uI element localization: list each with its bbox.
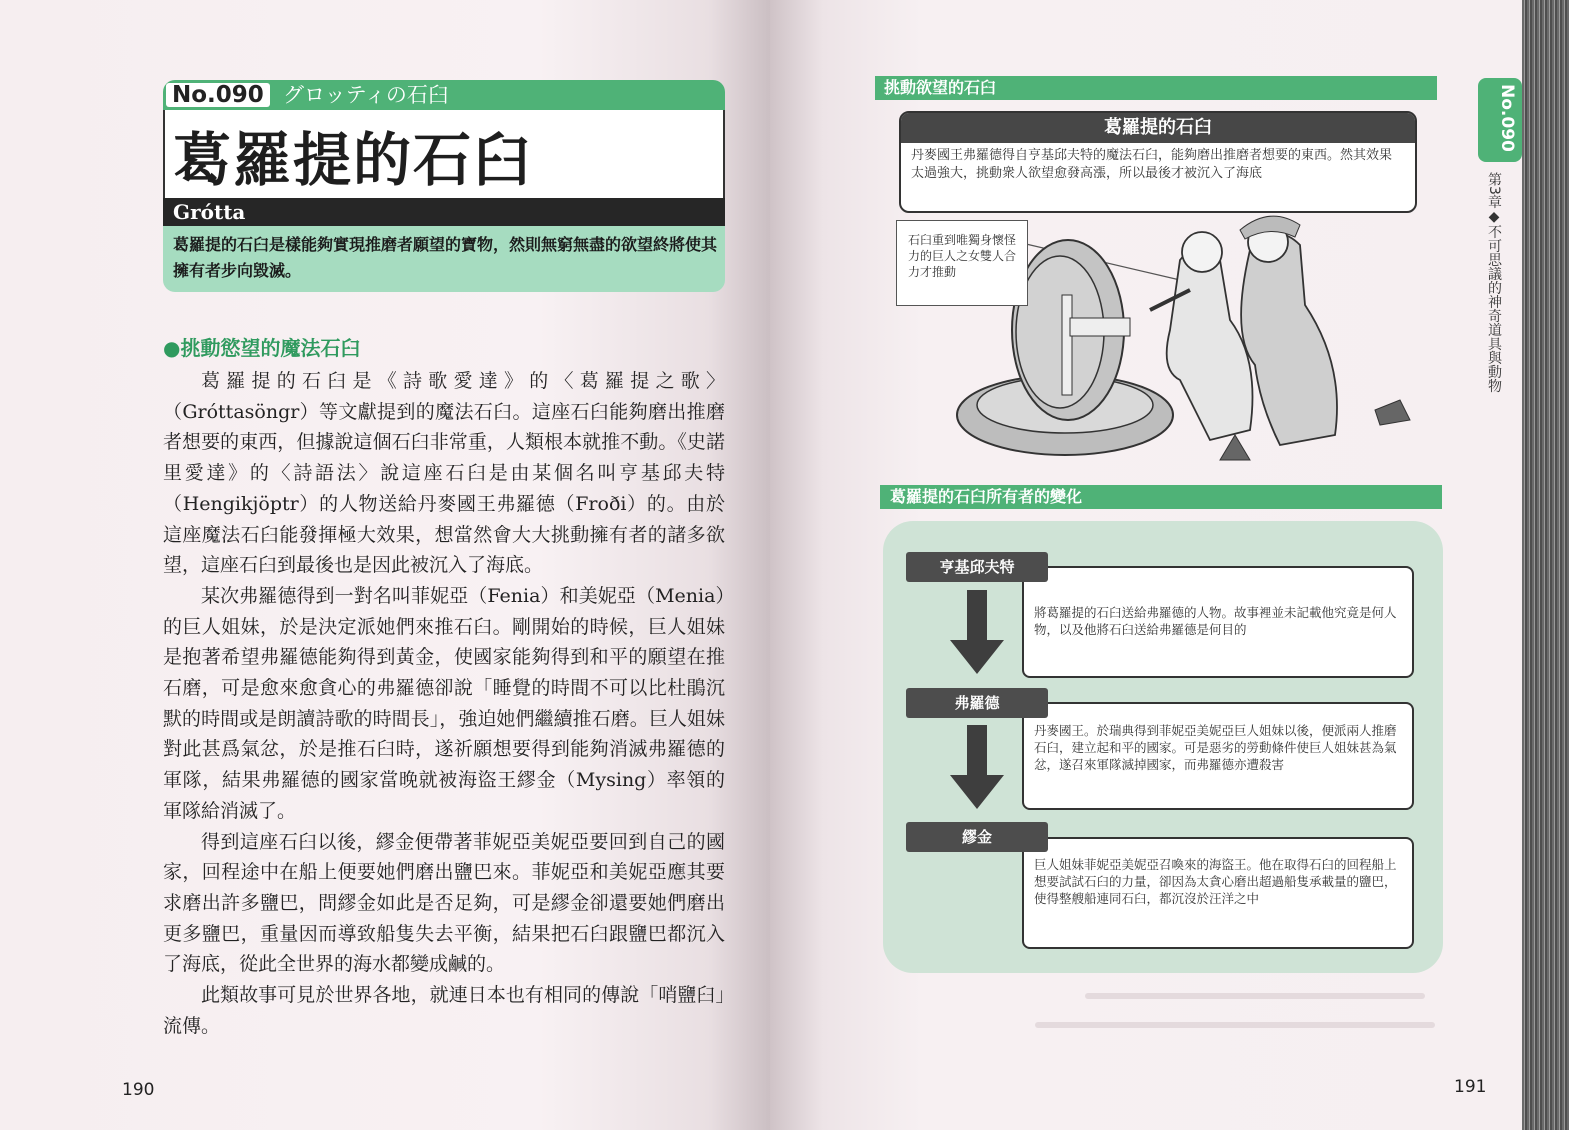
entry-title: 葛羅提的石臼 — [173, 126, 534, 194]
callout-text: 石臼重到唯獨身懷怪力的巨人之女雙人合力才推動 — [908, 233, 1017, 279]
latin-name: Grótta — [173, 200, 246, 224]
page-number-left: 190 — [122, 1080, 155, 1100]
side-entry-number: No.090 — [1497, 84, 1517, 152]
entry-header — [163, 80, 725, 292]
japanese-title: グロッティの石臼 — [283, 83, 449, 107]
left-page — [0, 0, 770, 1130]
body-text — [163, 366, 725, 1041]
section-heading: ●挑動慾望的魔法石臼 — [163, 336, 361, 360]
down-arrow-icon — [950, 725, 1004, 809]
faint-line — [1035, 1022, 1435, 1028]
paragraph: 得到這座石臼以後，繆金便帶著菲妮亞美妮亞要回到自己的國家，回程途中在船上便要她們磨出鹽巴來。菲妮亞和美妮亞應其要求磨出許多鹽巴，問繆金如此是否足夠，可是繆金卻還要她們磨出更多鹽巴，重量因而導致船隻失去平衡，結果把石臼跟鹽巴都沉入了海底，從此全世界的海水都變成鹹的。 — [163, 830, 725, 976]
side-chapter-title: 第3章◆不可思議的神奇道具與動物 — [1486, 172, 1502, 393]
entry-number: No.090 — [166, 83, 270, 107]
paragraph: 此類故事可見於世界各地，就連日本也有相同的傳說「哨鹽臼」流傳。 — [163, 984, 725, 1037]
book-page-edge — [1522, 0, 1569, 1130]
infobox-text: 丹麥國王弗羅德得自亨基邱夫特的魔法石臼，能夠磨出推磨者想要的東西。然其效果太過強大，挑動衆人欲望愈發高漲，所以最後才被沉入了海底 — [911, 148, 1393, 181]
flow-label: 繆金 — [906, 822, 1048, 852]
flow-label: 弗羅德 — [906, 688, 1048, 718]
latin-name-bar — [163, 198, 725, 226]
section1-title: 挑動欲望的石臼 — [884, 78, 997, 97]
summary-text: 葛羅提的石臼是樣能夠實現推磨者願望的寶物，然則無窮無盡的欲望終將使其擁有者步向毀滅。 — [173, 235, 718, 280]
down-arrow-icon — [950, 590, 1004, 674]
infobox-title: 葛羅提的石臼 — [901, 113, 1415, 143]
flow-label: 亨基邱夫特 — [906, 552, 1048, 582]
flow-text: 將葛羅提的石臼送給弗羅德的人物。故事裡並未記載他究竟是何人物，以及他將石臼送給弗羅德是何目的 — [1034, 605, 1397, 637]
faint-line — [1085, 993, 1425, 999]
section2-title: 葛羅提的石臼所有者的變化 — [890, 487, 1083, 506]
flow-text: 巨人姐妹菲妮亞美妮亞召喚來的海盜王。他在取得石臼的回程船上想要試試石臼的力量，卻因為太貪心磨出超過船隻承載量的鹽巴，使得整艘船連同石臼，都沉沒於汪洋之中 — [1034, 857, 1397, 906]
page-number-right: 191 — [1454, 1077, 1487, 1097]
paragraph: 葛羅提的石臼是《詩歌愛達》的〈葛羅提之歌〉（Gróttasöngr）等文獻提到的魔法石臼。這座石臼能夠磨出推磨者想要的東西，但據說這個石臼非常重，人類根本就推不動。《史諾里愛達》的〈詩語法〉說這座石臼是由某個名叫亨基邱夫特（Hengikjöptr）的人物送給丹麥國王弗羅德（Froði）的。由於這座魔法石臼能發揮極大效果，想當然會大大挑動擁有者的諸多欲望，這座石臼到最後也是因此被沉入了海底。 — [163, 370, 725, 577]
infobox — [899, 111, 1417, 213]
flow-text: 丹麥國王。於瑞典得到菲妮亞美妮亞巨人姐妹以後，便派兩人推磨石臼，建立起和平的國家。可是惡劣的勞動條件使巨人姐妹甚為氣忿，遂召來軍隊滅掉國家，而弗羅德亦遭殺害 — [1034, 723, 1397, 772]
paragraph: 某次弗羅德得到一對名叫菲妮亞（Fenia）和美妮亞（Menia）的巨人姐妹，於是決定派她們來推石臼。剛開始的時候，巨人姐妹是抱著希望弗羅德能夠得到黃金，使國家能夠得到和平的願望在推石磨，可是愈來愈貪心的弗羅德卻說「睡覺的時間不可以比杜鵑沉默的時間或是朗讀詩歌的時間長」，強迫她們繼續推石磨。巨人姐妹對此甚爲氣忿，於是推石臼時，遂祈願想要得到能夠消滅弗羅德的軍隊，結果弗羅德的國家當晚就被海盜王繆金（Mysing）率領的軍隊給消滅了。 — [163, 584, 725, 822]
